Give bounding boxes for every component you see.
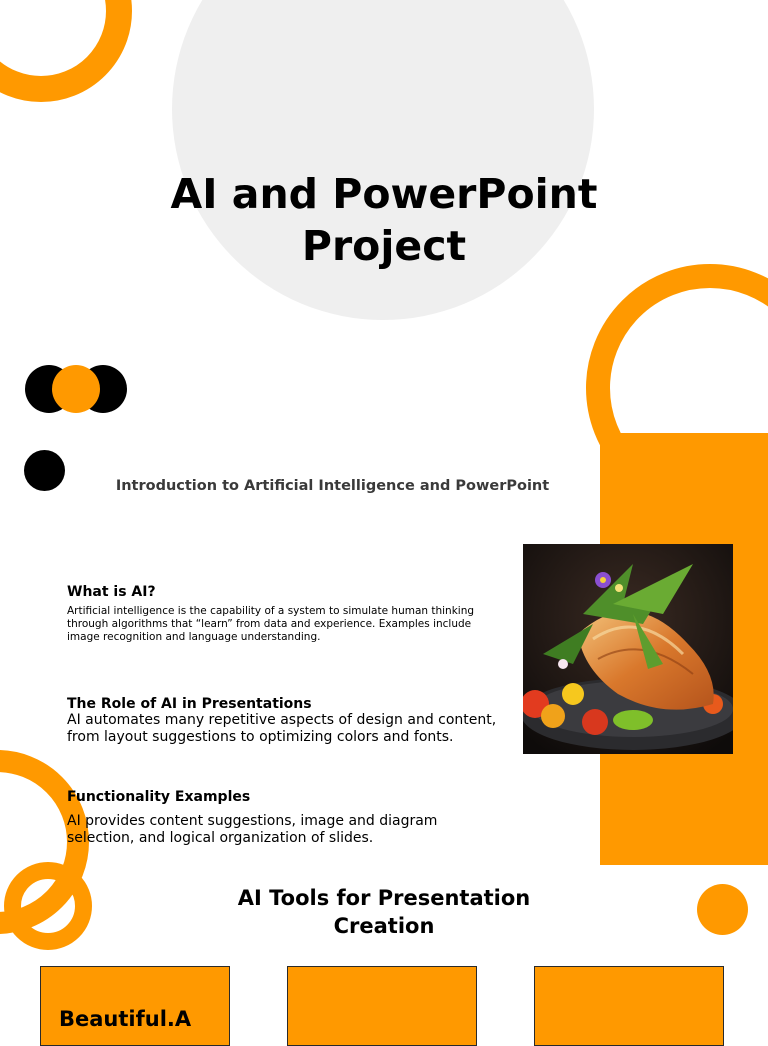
decor-orange-dot (52, 365, 100, 413)
tool-card-label: Beautiful.A (59, 1007, 192, 1031)
decor-black-dot-3 (24, 450, 65, 491)
decor-gray-circle (172, 0, 594, 320)
tools-section-title: AI Tools for Presentation Creation (237, 886, 531, 938)
tool-card-3 (534, 966, 724, 1046)
decor-orange-dot-bottom-right (697, 884, 748, 935)
page-title: AI and PowerPoint Project (170, 170, 598, 270)
section-body-role-of-ai: AI automates many repetitive aspects of design and content, from layout suggestions to optimizing colors and fonts. (67, 712, 497, 745)
section-heading-role-of-ai: The Role of AI in Presentations (67, 696, 312, 712)
section-heading-functionality: Functionality Examples (67, 789, 251, 805)
section-body-functionality: AI provides content suggestions, image and diagram selection, and logical organization of slides. (67, 813, 438, 846)
decor-orange-ring-top-left (0, 0, 132, 102)
section-body-what-is-ai: Artificial intelligence is the capability of a system to simulate human thinking through algorithms that “learn” from data and experience. Examples include image recognition and language understanding. (67, 605, 475, 643)
tool-card-1 (40, 966, 230, 1046)
decor-orange-ring-bottom-left (4, 862, 92, 950)
food-photo (523, 544, 733, 754)
section-heading-what-is-ai: What is AI? (67, 584, 156, 600)
page-subtitle: Introduction to Artificial Intelligence and PowerPoint (115, 478, 550, 494)
tool-card-2 (287, 966, 477, 1046)
